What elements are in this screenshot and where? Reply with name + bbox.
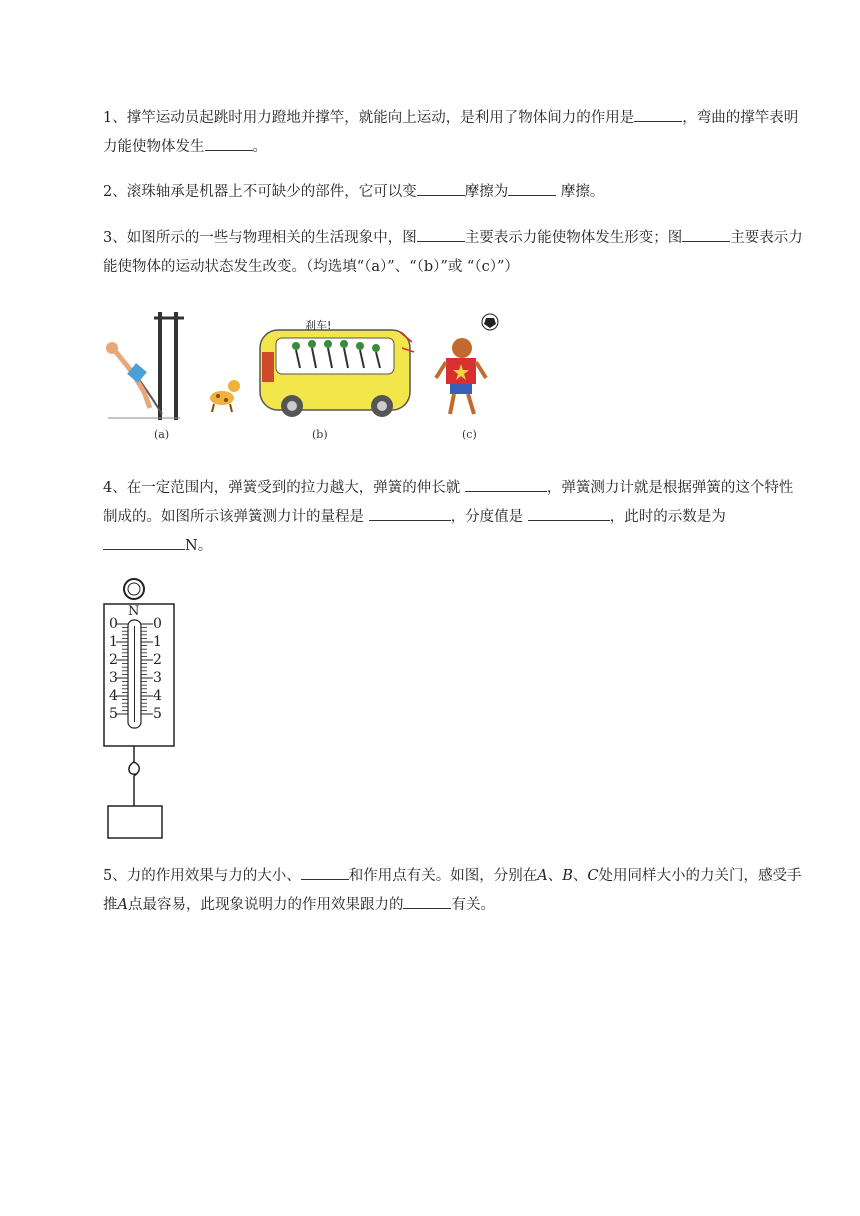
question-text: 点最容易，此现象说明力的作用效果跟力的 (127, 897, 404, 913)
question-5 (103, 862, 803, 920)
physics-phenomena-figure (100, 308, 510, 448)
question-text: 处用同样大小的力关门，感受手推 (103, 868, 802, 913)
question-text: 在一定范围内，弹簧受到的拉力越大，弹簧的伸长就 (126, 480, 465, 496)
question-1 (103, 104, 803, 162)
question-text: 滚珠轴承是机器上不可缺少的部件，它可以变 (126, 184, 417, 200)
question-text: N。 (185, 538, 213, 554)
pole-vault-illustration (106, 312, 184, 420)
answer-blank[interactable] (301, 865, 349, 880)
question-text: 和作用点有关。如图，分别在 (348, 868, 538, 884)
answer-blank[interactable] (205, 136, 253, 151)
question-text: ，分度值是 (450, 509, 528, 525)
caption-c: (c) (462, 428, 477, 441)
question-number: 5、 (103, 868, 127, 884)
answer-blank[interactable] (508, 181, 556, 196)
question-number: 2、 (103, 184, 127, 200)
bus-braking-illustration (260, 330, 414, 417)
scale-label: 2 (153, 652, 162, 668)
scale-label: 3 (153, 670, 162, 686)
meter-right-scale (153, 615, 162, 723)
question-text: 。 (252, 139, 267, 155)
spring-scale-figure (100, 576, 180, 846)
point-label: B (562, 868, 573, 884)
question-2 (103, 178, 803, 207)
point-label: C (587, 868, 599, 884)
question-text: 主要表示力能使物体发生形变；图 (464, 230, 683, 246)
question-text: 有关。 (451, 897, 495, 913)
question-text: ，弯曲的撑竿表明力能使物体发生 (103, 110, 799, 155)
scale-label: 3 (109, 670, 118, 686)
scale-label: 1 (153, 634, 162, 650)
separator: 、 (572, 868, 588, 884)
answer-blank[interactable] (634, 107, 682, 122)
answer-blank[interactable] (417, 227, 465, 242)
question-number: 4、 (103, 480, 127, 496)
answer-blank[interactable] (682, 227, 730, 242)
question-text: 摩擦为 (464, 184, 509, 200)
caption-b: (b) (312, 428, 328, 441)
scale-label: 0 (109, 616, 118, 632)
point-label: A (117, 897, 128, 913)
question-text: 如图所示的一些与物理相关的生活现象中，图 (126, 230, 417, 246)
question-4 (103, 474, 803, 561)
point-label: A (537, 868, 548, 884)
scale-label: 4 (109, 688, 118, 704)
answer-blank[interactable] (403, 894, 451, 909)
dog-illustration (210, 380, 240, 412)
question-text: ，弹簧测力计就是根据弹簧的这个特性制成的。如图所示该弹簧测力计的量程是 (103, 480, 794, 525)
answer-blank[interactable] (465, 477, 547, 492)
scale-label: 1 (109, 634, 118, 650)
question-number: 1、 (103, 110, 127, 126)
soccer-header-illustration (436, 314, 498, 414)
meter-unit: N (128, 604, 140, 619)
question-text: ，此时的示数是为 (609, 509, 731, 525)
scale-label: 5 (153, 706, 162, 722)
answer-blank[interactable] (528, 506, 610, 521)
question-text: 摩擦。 (556, 184, 605, 200)
bus-sign: 刹车! (305, 319, 332, 332)
caption-a: (a) (154, 428, 170, 441)
question-text: 主要表示力能使物体的运动状态发生改变。（均选填“（a）”、“（b）”或 “（c）”） (103, 230, 803, 275)
meter-left-scale (109, 615, 118, 723)
answer-blank[interactable] (103, 535, 185, 550)
question-3 (103, 224, 803, 282)
answer-blank[interactable] (417, 181, 465, 196)
question-text: 力的作用效果与力的大小、 (126, 868, 301, 884)
scale-label: 0 (153, 616, 162, 632)
scale-label: 4 (153, 688, 162, 704)
separator: 、 (547, 868, 563, 884)
answer-blank[interactable] (369, 506, 451, 521)
scale-label: 5 (109, 706, 118, 722)
question-number: 3、 (103, 230, 127, 246)
question-text: 撑竿运动员起跳时用力蹬地并撑竿，就能向上运动，是利用了物体间力的作用是 (126, 110, 635, 126)
scale-label: 2 (109, 652, 118, 668)
